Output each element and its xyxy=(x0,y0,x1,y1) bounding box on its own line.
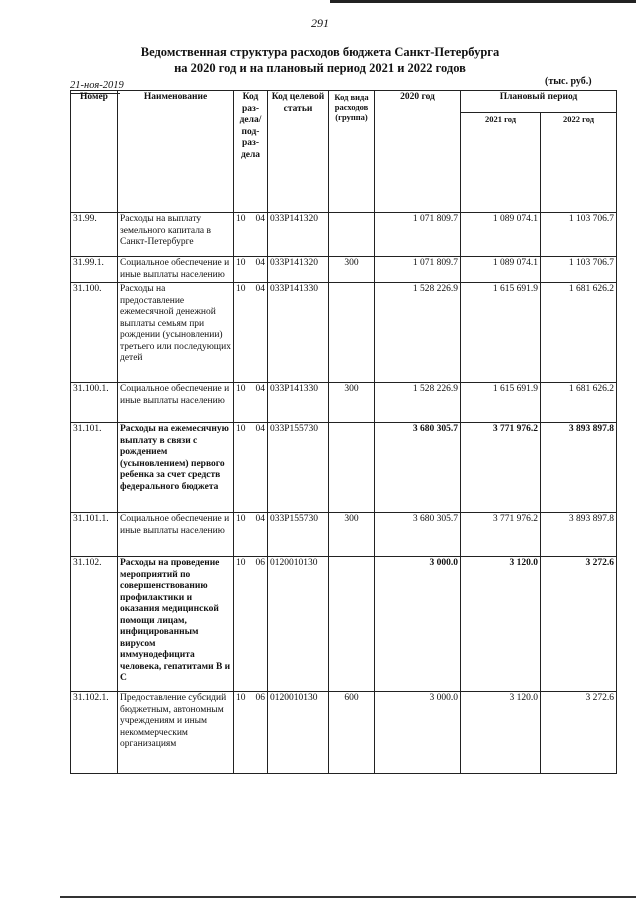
row-number: 31.102.1. xyxy=(71,692,118,774)
row-value-2020: 1 071 809.7 xyxy=(375,213,461,257)
table-row xyxy=(71,423,617,513)
table-row xyxy=(71,213,617,257)
row-value-2022: 1 681 626.2 xyxy=(541,383,617,423)
header-2021: 2021 год xyxy=(461,113,541,213)
header-2022: 2022 год xyxy=(541,113,617,213)
row-number: 31.101.1. xyxy=(71,513,118,557)
row-target-code: 033P141330 xyxy=(268,283,329,383)
row-subsection: 04 xyxy=(255,514,265,524)
row-expense-code xyxy=(329,283,375,383)
top-rule xyxy=(330,0,636,3)
row-subsection: 04 xyxy=(255,214,265,224)
row-value-2020: 1 071 809.7 xyxy=(375,257,461,283)
row-subsection: 04 xyxy=(255,284,265,294)
row-target-code: 033P141320 xyxy=(268,213,329,257)
budget-table xyxy=(70,90,617,774)
row-value-2022: 1 103 706.7 xyxy=(541,257,617,283)
row-name: Социальное обеспечение и иные выплаты населению xyxy=(118,257,234,283)
row-value-2021: 3 120.0 xyxy=(461,692,541,774)
row-name: Расходы на проведение мероприятий по совершенствованию профилактики и оказания медицинской помощи лицам, инфицированным вирусом иммунодефицита человека, гепатитами В и С xyxy=(118,557,234,692)
row-section-code xyxy=(234,383,268,423)
row-value-2021: 3 771 976.2 xyxy=(461,423,541,513)
row-section: 10 xyxy=(236,693,246,703)
row-value-2020: 3 680 305.7 xyxy=(375,513,461,557)
row-value-2022: 3 272.6 xyxy=(541,692,617,774)
row-number: 31.100. xyxy=(71,283,118,383)
row-name: Расходы на выплату земельного капитала в Санкт-Петербурге xyxy=(118,213,234,257)
row-section-code xyxy=(234,513,268,557)
row-value-2021: 1 615 691.9 xyxy=(461,383,541,423)
row-target-code: 033P141320 xyxy=(268,257,329,283)
row-expense-code xyxy=(329,423,375,513)
row-value-2020: 1 528 226.9 xyxy=(375,283,461,383)
header-number: Номер xyxy=(71,91,118,213)
document-date: 21-ноя-2019 xyxy=(70,80,124,91)
row-value-2022: 3 272.6 xyxy=(541,557,617,692)
row-section: 10 xyxy=(236,214,246,224)
title-line-2: на 2020 год и на плановый период 2021 и 2022 годов xyxy=(174,61,466,75)
document-title xyxy=(0,44,640,76)
row-target-code: 0120010130 xyxy=(268,557,329,692)
title-line-1: Ведомственная структура расходов бюджета Санкт-Петербурга xyxy=(140,45,500,59)
row-target-code: 0120010130 xyxy=(268,692,329,774)
row-section-code xyxy=(234,557,268,692)
row-value-2021: 1 615 691.9 xyxy=(461,283,541,383)
row-number: 31.102. xyxy=(71,557,118,692)
row-subsection: 04 xyxy=(255,384,265,394)
row-value-2020: 3 680 305.7 xyxy=(375,423,461,513)
row-name: Расходы на ежемесячную выплату в связи с рождением (усыновлением) первого ребенка за счет средств федерального бюджета xyxy=(118,423,234,513)
row-value-2022: 3 893 897.8 xyxy=(541,513,617,557)
row-number: 31.101. xyxy=(71,423,118,513)
bottom-rule xyxy=(60,896,636,898)
row-value-2022: 1 681 626.2 xyxy=(541,283,617,383)
row-name: Социальное обеспечение и иные выплаты населению xyxy=(118,513,234,557)
row-value-2021: 1 089 074.1 xyxy=(461,257,541,283)
row-section: 10 xyxy=(236,384,246,394)
row-expense-code: 600 xyxy=(329,692,375,774)
row-subsection: 04 xyxy=(255,424,265,434)
table-row xyxy=(71,383,617,423)
table-row xyxy=(71,257,617,283)
row-name: Социальное обеспечение и иные выплаты населению xyxy=(118,383,234,423)
row-value-2021: 3 120.0 xyxy=(461,557,541,692)
header-planned-period: Плановый период xyxy=(461,91,617,113)
row-value-2021: 1 089 074.1 xyxy=(461,213,541,257)
row-value-2020: 1 528 226.9 xyxy=(375,383,461,423)
table-row xyxy=(71,283,617,383)
row-value-2020: 3 000.0 xyxy=(375,692,461,774)
row-name: Предоставление субсидий бюджетным, автономным учреждениям и иным некоммерческим организациям xyxy=(118,692,234,774)
row-number: 31.99. xyxy=(71,213,118,257)
row-section: 10 xyxy=(236,514,246,524)
row-section-code xyxy=(234,692,268,774)
row-target-code: 033P155730 xyxy=(268,513,329,557)
row-name: Расходы на предоставление ежемесячной денежной выплаты семьям при рождении (усыновлении) третьего или последующих детей xyxy=(118,283,234,383)
units-label: (тыс. руб.) xyxy=(545,76,592,87)
row-expense-code: 300 xyxy=(329,513,375,557)
row-section-code xyxy=(234,283,268,383)
row-value-2021: 3 771 976.2 xyxy=(461,513,541,557)
row-section: 10 xyxy=(236,558,246,568)
header-target-code: Код целевой статьи xyxy=(268,91,329,213)
table-row xyxy=(71,513,617,557)
row-target-code: 033P141330 xyxy=(268,383,329,423)
row-section: 10 xyxy=(236,258,246,268)
page-number: 291 xyxy=(311,16,329,30)
row-expense-code xyxy=(329,557,375,692)
table-row xyxy=(71,692,617,774)
header-name: Наименование xyxy=(118,91,234,213)
row-expense-code: 300 xyxy=(329,257,375,283)
header-section-code: Код раз- дела/ под- раз- дела xyxy=(234,91,268,213)
table-row xyxy=(71,557,617,692)
header-expense-code: Код вида расходов (группа) xyxy=(329,91,375,213)
row-section: 10 xyxy=(236,424,246,434)
row-section-code xyxy=(234,213,268,257)
row-expense-code: 300 xyxy=(329,383,375,423)
row-expense-code xyxy=(329,213,375,257)
row-section: 10 xyxy=(236,284,246,294)
row-section-code xyxy=(234,423,268,513)
row-subsection: 06 xyxy=(255,693,265,703)
row-subsection: 04 xyxy=(255,258,265,268)
row-target-code: 033P155730 xyxy=(268,423,329,513)
row-value-2020: 3 000.0 xyxy=(375,557,461,692)
row-subsection: 06 xyxy=(255,558,265,568)
header-2020: 2020 год xyxy=(375,91,461,213)
row-value-2022: 3 893 897.8 xyxy=(541,423,617,513)
row-number: 31.99.1. xyxy=(71,257,118,283)
row-number: 31.100.1. xyxy=(71,383,118,423)
row-section-code xyxy=(234,257,268,283)
row-value-2022: 1 103 706.7 xyxy=(541,213,617,257)
table-body xyxy=(71,213,617,774)
